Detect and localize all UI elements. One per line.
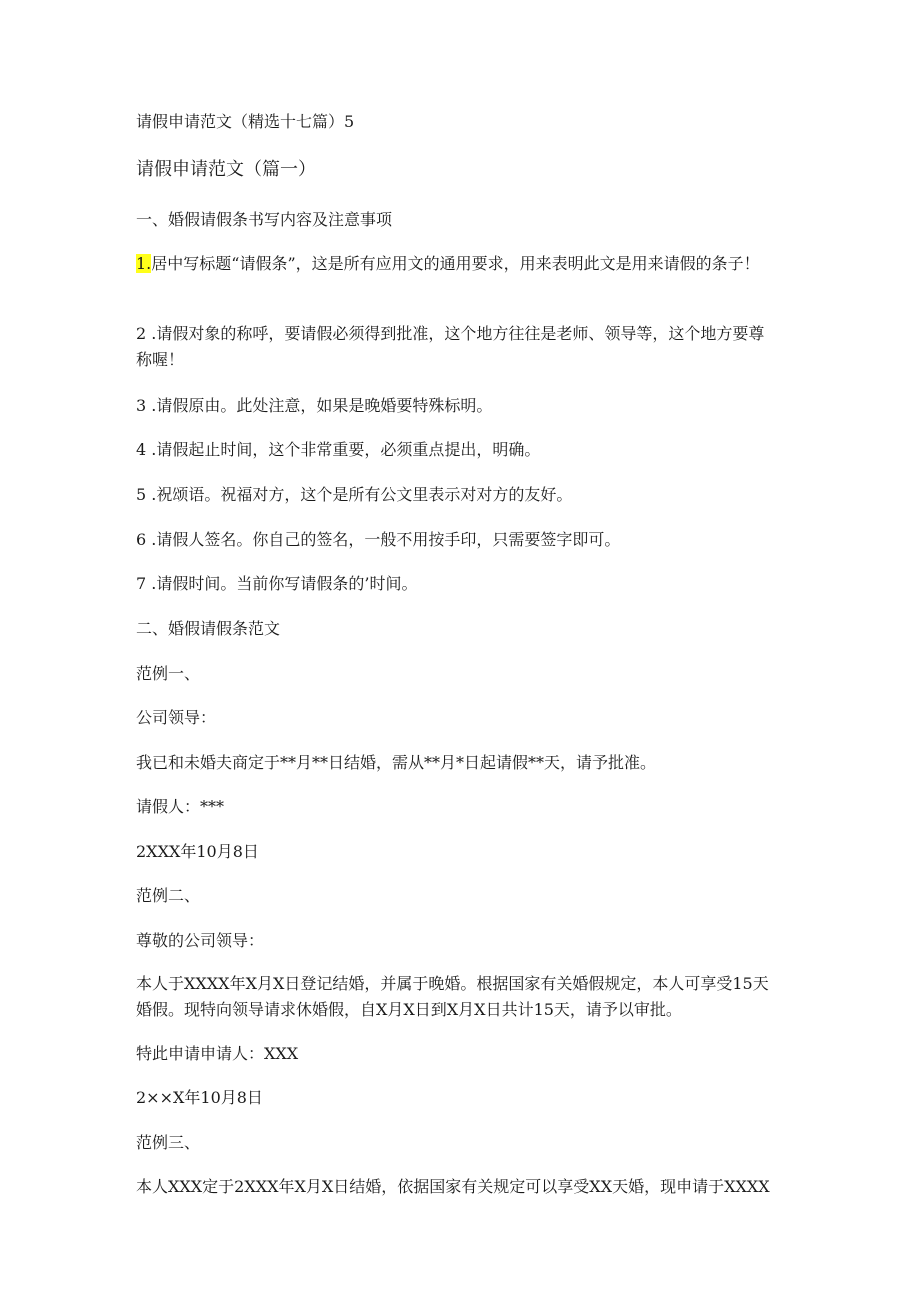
section-heading-2: 二、婚假请假条范文 bbox=[136, 619, 281, 638]
example-1-body: 我已和未婚夫商定于**月**日结婚，需从**月*日起请假**天，请予批准。 bbox=[136, 753, 657, 772]
list-item-number: 3 bbox=[136, 396, 147, 415]
example-2-salutation: 尊敬的公司领导： bbox=[136, 931, 265, 950]
list-item-text: .请假原由。此处注意，如果是晚婚要特殊标明。 bbox=[146, 396, 493, 415]
example-2-label: 范例二、 bbox=[136, 886, 201, 905]
list-item-number: 2 bbox=[136, 324, 147, 343]
list-item-number: 4 bbox=[136, 440, 147, 459]
chapter-heading: 请假申请范文（篇一） bbox=[136, 159, 316, 180]
section-heading-1: 一、婚假请假条书写内容及注意事项 bbox=[136, 210, 393, 229]
list-item-text: .请假时间。当前你写请假条的’时间。 bbox=[146, 574, 418, 593]
example-1-signer: 请假人：*** bbox=[136, 797, 225, 816]
list-item-7 bbox=[136, 571, 786, 597]
list-item-1 bbox=[136, 251, 776, 277]
list-item-number: 6 bbox=[136, 530, 147, 549]
example-3-label: 范例三、 bbox=[136, 1133, 201, 1152]
example-2-date: 2××X年10月8日 bbox=[136, 1088, 263, 1107]
highlighted-number: 1. bbox=[136, 254, 152, 273]
list-item-number: 5 bbox=[136, 485, 147, 504]
list-item-text: .请假对象的称呼，要请假必须得到批准，这个地方往往是老师、领导等，这个地方要尊称喔！ bbox=[136, 324, 765, 369]
list-item-5 bbox=[136, 482, 786, 508]
list-item-3 bbox=[136, 393, 786, 419]
example-2-signer: 特此申请申请人：XXX bbox=[136, 1044, 299, 1063]
list-item-number: 7 bbox=[136, 574, 147, 593]
example-2-body: 本人于XXXX年X月X日登记结婚，并属于晚婚。根据国家有关婚假规定，本人可享受15天婚假。现特向领导请求休婚假，自X月X日到X月X日共计15天，请予以审批。 bbox=[136, 974, 769, 1019]
list-item-4 bbox=[136, 437, 786, 463]
document-title: 请假申请范文（精选十七篇）5 bbox=[136, 112, 355, 131]
list-item-text: .请假人签名。你自己的签名，一般不用按手印，只需要签字即可。 bbox=[146, 530, 621, 549]
list-item-2 bbox=[136, 321, 776, 373]
example-1-label: 范例一、 bbox=[136, 664, 201, 683]
list-item-text: .请假起止时间，这个非常重要，必须重点提出，明确。 bbox=[146, 440, 541, 459]
example-3-body: 本人XXX定于2XXX年X月X日结婚，依据国家有关规定可以享受XX天婚，现申请于XXXX bbox=[136, 1177, 770, 1196]
example-1-date: 2XXX年10月8日 bbox=[136, 842, 259, 861]
list-item-text: .祝颂语。祝福对方，这个是所有公文里表示对对方的友好。 bbox=[146, 485, 573, 504]
list-item-6 bbox=[136, 527, 786, 553]
list-item-text: 居中写标题“请假条”，这是所有应用文的通用要求，用来表明此文是用来请假的条子！ bbox=[151, 254, 760, 273]
example-1-salutation: 公司领导： bbox=[136, 708, 217, 727]
